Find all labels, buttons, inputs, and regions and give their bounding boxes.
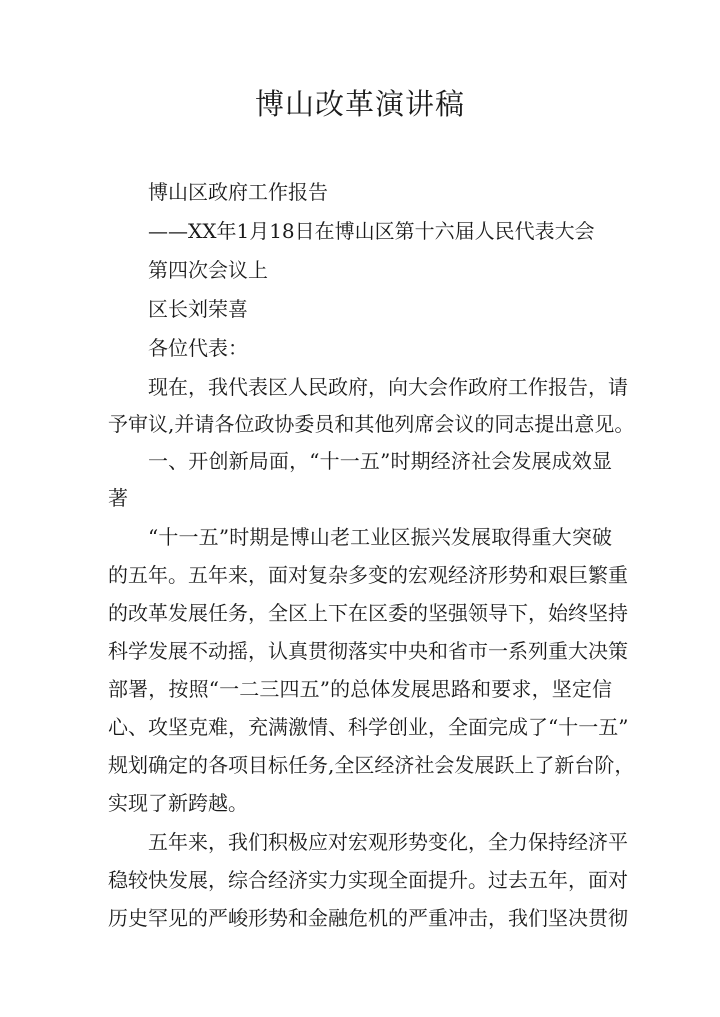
paragraph-2-line: 的五年。五年来，面对复杂多变的宏观经济形势和艰巨繁重 [108, 563, 628, 587]
paragraph-2-line: 科学发展不动摇，认真贯彻落实中央和省市一系列重大决策 [108, 639, 628, 663]
meeting-line-1: ——XX年1月18日在博山区第十六届人民代表大会 [148, 219, 595, 243]
salutation-line: 各位代表： [148, 336, 248, 360]
paragraph-3-line: 历史罕见的严峻形势和金融危机的严重冲击，我们坚决贯彻 [108, 906, 628, 930]
paragraph-2-line: 心、攻坚克难，充满激情、科学创业，全面完成了“十一五” [108, 715, 629, 739]
paragraph-3-line: 五年来，我们积极应对宏观形势变化，全力保持经济平 [148, 830, 628, 854]
paragraph-3-line: 稳较快发展，综合经济实力实现全面提升。过去五年，面对 [108, 868, 628, 892]
section-heading-line: 一、开创新局面，“十一五”时期经济社会发展成效显 [148, 449, 612, 473]
paragraph-1-line: 予审议,并请各位政协委员和其他列席会议的同志提出意见。 [108, 412, 635, 436]
paragraph-1-line: 现在，我代表区人民政府，向大会作政府工作报告，请 [148, 375, 628, 399]
paragraph-2-line: 部署，按照“一二三四五”的总体发展思路和要求，坚定信 [108, 677, 612, 701]
document-title: 博山改革演讲稿 [254, 87, 465, 121]
paragraph-2-line: “十一五”时期是博山老工业区振兴发展取得重大突破 [148, 525, 612, 549]
paragraph-2-line: 实现了新跨越。 [108, 791, 248, 815]
report-name: 博山区政府工作报告 [148, 180, 328, 204]
paragraph-2-line: 的改革发展任务，全区上下在区委的坚强领导下，始终坚持 [108, 601, 628, 625]
speaker-line: 区长刘荣喜 [148, 297, 248, 321]
meeting-line-2: 第四次会议上 [148, 258, 268, 282]
section-heading-line: 著 [108, 486, 128, 510]
paragraph-2-line: 规划确定的各项目标任务,全区经济社会发展跃上了新台阶， [108, 753, 635, 777]
